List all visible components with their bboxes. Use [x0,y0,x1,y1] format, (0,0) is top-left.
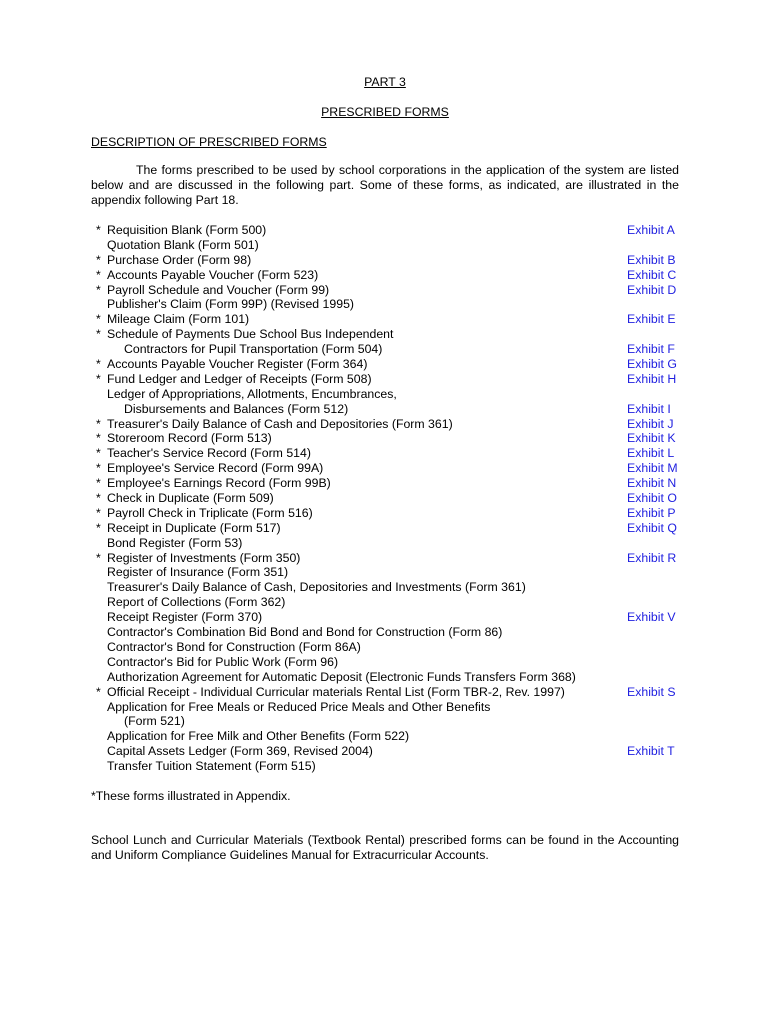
form-label: Application for Free Milk and Other Benefits (Form 522) [107,729,410,744]
form-row [0,253,770,268]
form-label: (Form 521) [124,714,185,729]
form-label: Bond Register (Form 53) [107,535,243,550]
exhibit-link[interactable]: Exhibit R [627,550,677,565]
form-row [0,357,770,372]
form-label: Register of Investments (Form 350) [107,550,301,565]
form-row [0,744,770,759]
exhibit-link[interactable]: Exhibit C [627,267,677,282]
form-label: Contractor's Bond for Construction (Form 86A) [107,639,361,654]
exhibit-link[interactable]: Exhibit F [627,342,675,357]
form-row [0,476,770,491]
form-row [0,595,770,610]
exhibit-link[interactable]: Exhibit I [627,401,671,416]
closing-paragraph: School Lunch and Curricular Materials (Textbook Rental) prescribed forms can be found in the Accounting and Uniform Compliance Guidelines Manual for Extracurricular Accounts. [91,833,679,862]
form-label: Purchase Order (Form 98) [107,252,252,267]
appendix-marker: * [96,282,101,297]
form-row [0,521,770,536]
form-label: Employee's Service Record (Form 99A) [107,461,324,476]
form-label: Accounts Payable Voucher (Form 523) [107,267,319,282]
form-label: Authorization Agreement for Automatic Deposit (Electronic Funds Transfers Form 368) [107,669,576,684]
appendix-marker: * [96,491,101,506]
form-label: Accounts Payable Voucher Register (Form 364) [107,357,368,372]
appendix-marker: * [96,416,101,431]
form-label: Check in Duplicate (Form 509) [107,491,274,506]
form-label: Treasurer's Daily Balance of Cash, Depositories and Investments (Form 361) [107,580,526,595]
form-label: Receipt in Duplicate (Form 517) [107,520,281,535]
form-row [0,729,770,744]
exhibit-link[interactable]: Exhibit T [627,744,675,759]
exhibit-link[interactable]: Exhibit B [627,252,676,267]
form-row [0,417,770,432]
exhibit-link[interactable]: Exhibit E [627,312,676,327]
form-label: Contractor's Combination Bid Bond and Bond for Construction (Form 86) [107,625,503,640]
form-row [0,640,770,655]
form-row [0,297,770,312]
form-row [0,327,770,342]
form-label: Capital Assets Ledger (Form 369, Revised 2004) [107,744,373,759]
form-label: Quotation Blank (Form 501) [107,237,259,252]
form-row [0,283,770,298]
form-row [0,402,770,417]
form-row [0,565,770,580]
part-title: PART 3 [364,75,406,89]
form-label: Fund Ledger and Ledger of Receipts (Form 508) [107,371,372,386]
exhibit-link[interactable]: Exhibit S [627,684,676,699]
appendix-marker: * [96,223,101,237]
form-label: Employee's Earnings Record (Form 99B) [107,476,331,491]
exhibit-link[interactable]: Exhibit L [627,446,675,461]
exhibit-link[interactable]: Exhibit M [627,461,678,476]
exhibit-link[interactable]: Exhibit O [627,491,677,506]
form-row [0,551,770,566]
appendix-marker: * [96,431,101,446]
form-label: Schedule of Payments Due School Bus Independent [107,327,394,342]
appendix-marker: * [96,357,101,372]
form-row [0,342,770,357]
exhibit-link[interactable]: Exhibit A [627,223,675,237]
appendix-marker: * [96,312,101,327]
exhibit-link[interactable]: Exhibit N [627,476,677,491]
appendix-marker: * [96,476,101,491]
appendix-marker: * [96,520,101,535]
forms-list [0,223,770,774]
exhibit-link[interactable]: Exhibit G [627,357,677,372]
form-row [0,714,770,729]
appendix-marker: * [96,446,101,461]
form-row [0,461,770,476]
form-row [0,536,770,551]
form-label: Application for Free Meals or Reduced Price Meals and Other Benefits [107,699,491,714]
form-row [0,580,770,595]
form-label: Contractor's Bid for Public Work (Form 96) [107,654,339,669]
form-label: Receipt Register (Form 370) [107,610,263,625]
form-row [0,268,770,283]
form-label: Ledger of Appropriations, Allotments, Encumbrances, [107,386,397,401]
form-row [0,372,770,387]
form-row [0,431,770,446]
form-label: Requisition Blank (Form 500) [107,223,267,237]
form-row [0,655,770,670]
form-row [0,223,770,238]
exhibit-link[interactable]: Exhibit Q [627,520,677,535]
appendix-marker: * [96,327,101,342]
form-row [0,446,770,461]
form-label: Storeroom Record (Form 513) [107,431,272,446]
exhibit-link[interactable]: Exhibit V [627,610,676,625]
form-label: Treasurer's Daily Balance of Cash and Depositories (Form 361) [107,416,453,431]
form-label: Report of Collections (Form 362) [107,595,286,610]
form-label: Disbursements and Balances (Form 512) [124,401,349,416]
form-label: Contractors for Pupil Transportation (Form 504) [124,342,383,357]
appendix-marker: * [96,550,101,565]
form-label: Official Receipt - Individual Curricular materials Rental List (Form TBR-2, Rev. 1997) [107,684,565,699]
appendix-marker: * [96,252,101,267]
appendix-marker: * [96,505,101,520]
exhibit-link[interactable]: Exhibit H [627,371,677,386]
form-row [0,238,770,253]
form-label: Payroll Check in Triplicate (Form 516) [107,505,313,520]
form-label: Transfer Tuition Statement (Form 515) [107,759,316,774]
appendix-marker: * [96,461,101,476]
appendix-marker: * [96,684,101,699]
form-row [0,685,770,700]
intro-text: The forms prescribed to be used by school corporations in the application of the system are listed below and are discussed in the following part. Some of these forms, as indicated, are illustrated in the appendix following Part 18. [91,163,679,207]
form-label: Teacher's Service Record (Form 514) [107,446,311,461]
form-row [0,759,770,774]
exhibit-link[interactable]: Exhibit J [627,416,674,431]
intro-paragraph [91,163,679,208]
description-heading: DESCRIPTION OF PRESCRIBED FORMS [91,135,327,149]
form-label: Payroll Schedule and Voucher (Form 99) [107,282,330,297]
form-row [0,491,770,506]
form-row [0,506,770,521]
section-title: PRESCRIBED FORMS [321,105,449,119]
form-label: Publisher's Claim (Form 99P) (Revised 1995) [107,297,355,312]
appendix-marker: * [96,371,101,386]
form-row [0,610,770,625]
form-row [0,700,770,715]
exhibit-link[interactable]: Exhibit P [627,505,676,520]
form-row [0,625,770,640]
form-row [0,312,770,327]
form-label: Mileage Claim (Form 101) [107,312,250,327]
exhibit-link[interactable]: Exhibit K [627,431,676,446]
exhibit-link[interactable]: Exhibit D [627,282,677,297]
form-label: Register of Insurance (Form 351) [107,565,289,580]
form-row [0,387,770,402]
footnote: *These forms illustrated in Appendix. [91,789,291,803]
appendix-marker: * [96,267,101,282]
form-row [0,670,770,685]
